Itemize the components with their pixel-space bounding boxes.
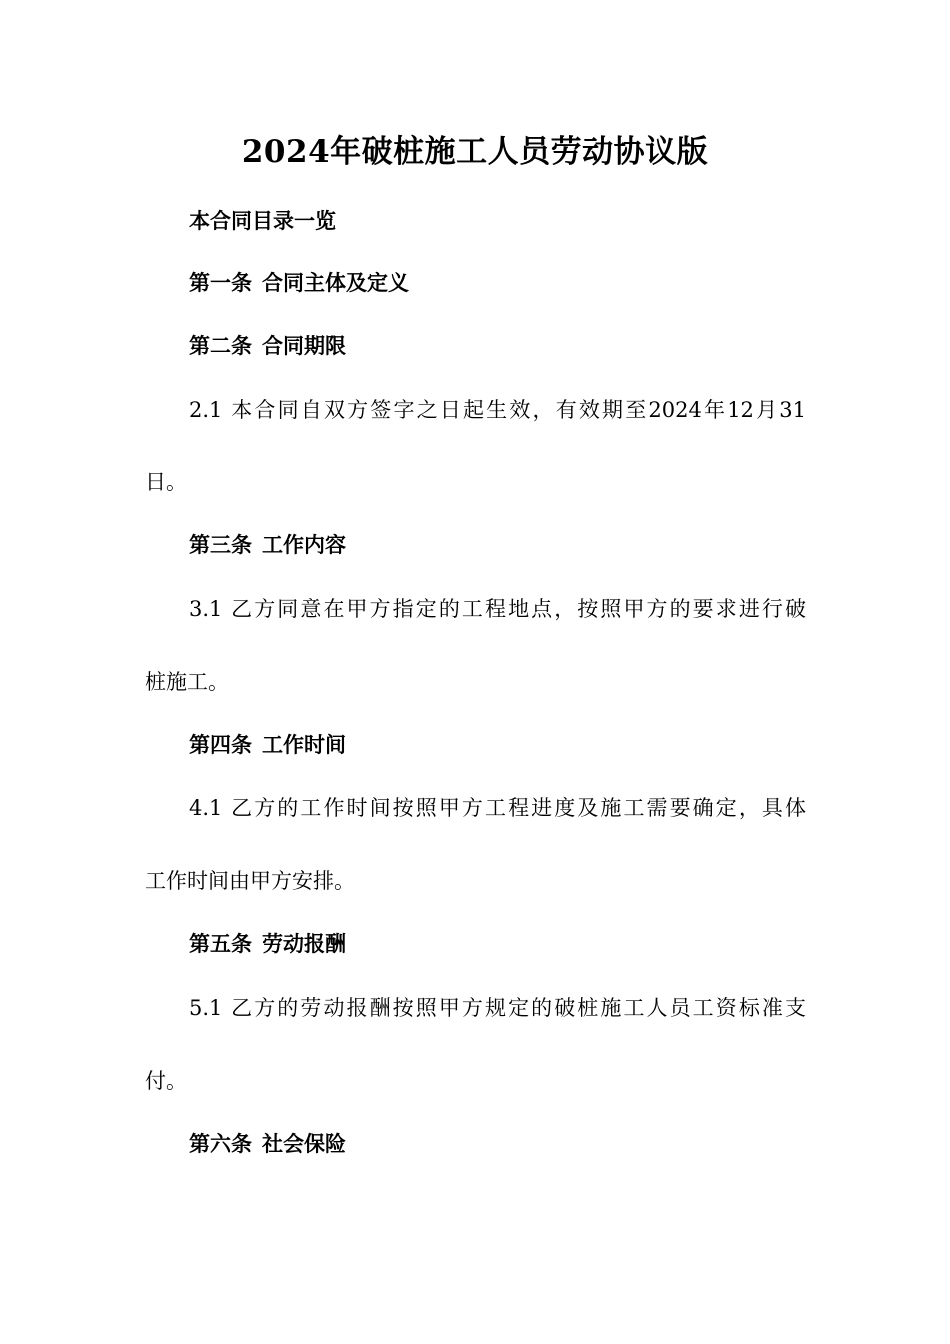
clause-5-1-line-2: 付。 bbox=[145, 1069, 187, 1093]
clause-2-1-line-1: 2.1 本合同自双方签字之日起生效，有效期至2024年12月31 bbox=[189, 398, 806, 422]
article-number: 第五条 bbox=[189, 931, 252, 956]
article-number: 第四条 bbox=[189, 732, 252, 757]
article-3-heading bbox=[189, 530, 346, 560]
clause-3-1-line-2: 桩施工。 bbox=[145, 670, 229, 694]
toc-heading: 本合同目录一览 bbox=[189, 208, 336, 233]
article-5-heading bbox=[189, 929, 346, 959]
clause-4-1-line-1: 4.1 乙方的工作时间按照甲方工程进度及施工需要确定，具体 bbox=[189, 796, 806, 820]
article-2-heading bbox=[189, 331, 346, 361]
article-title: 工作内容 bbox=[262, 532, 346, 557]
article-1-heading bbox=[189, 268, 409, 298]
article-number: 第三条 bbox=[189, 532, 252, 557]
clause-4-1-line-2: 工作时间由甲方安排。 bbox=[145, 869, 355, 893]
article-number: 第六条 bbox=[189, 1131, 252, 1156]
article-4-heading bbox=[189, 730, 346, 760]
document-title: 2024年破桩施工人员劳动协议版 bbox=[241, 134, 709, 170]
article-number: 第一条 bbox=[189, 270, 252, 295]
article-title: 工作时间 bbox=[262, 732, 346, 757]
article-6-heading bbox=[189, 1129, 346, 1159]
article-title: 劳动报酬 bbox=[262, 931, 346, 956]
article-number: 第二条 bbox=[189, 333, 252, 358]
article-title: 合同期限 bbox=[262, 333, 346, 358]
article-title: 社会保险 bbox=[262, 1131, 346, 1156]
clause-2-1-line-2: 日。 bbox=[145, 470, 187, 494]
article-title: 合同主体及定义 bbox=[262, 270, 409, 295]
clause-3-1-line-1: 3.1 乙方同意在甲方指定的工程地点，按照甲方的要求进行破 bbox=[189, 597, 806, 621]
clause-5-1-line-1: 5.1 乙方的劳动报酬按照甲方规定的破桩施工人员工资标准支 bbox=[189, 996, 806, 1020]
